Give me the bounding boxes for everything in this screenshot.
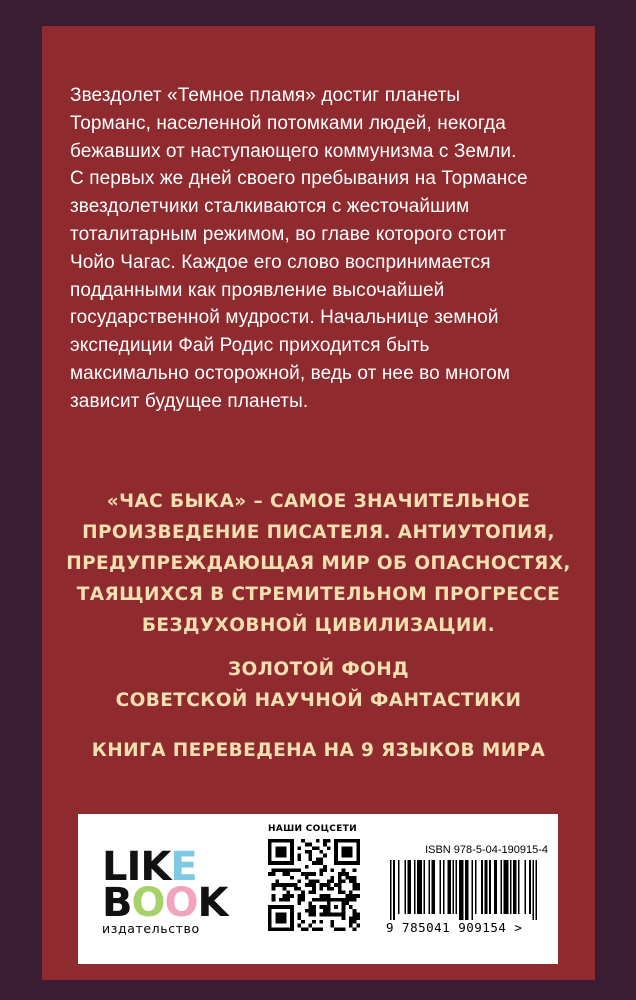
annotation-line: экспедиции Фай Родис приходится быть bbox=[70, 335, 430, 357]
logo-letter: O bbox=[164, 880, 198, 926]
isbn-block bbox=[386, 844, 551, 935]
logo-letter: B bbox=[102, 880, 132, 926]
annotation-line: зависит будущее планеты. bbox=[70, 390, 309, 412]
annotation-line: Чойо Чагас. Каждое его слово воспринимается bbox=[70, 251, 491, 273]
isbn-number: ISBN 978-5-04-190915-4 bbox=[425, 844, 548, 856]
annotation-line: Торманс, населенной потомками людей, некогда bbox=[70, 112, 506, 134]
tagline-line: БЕЗДУХОВНОЙ ЦИВИЛИЗАЦИИ. bbox=[141, 615, 496, 636]
logo-letter: K bbox=[140, 844, 171, 890]
series-name bbox=[42, 654, 595, 716]
annotation-line: Звездолет «Темное пламя» достиг планеты bbox=[70, 85, 461, 106]
translations-note bbox=[42, 735, 595, 766]
translations-line: КНИГА ПЕРЕВЕДЕНА НА 9 ЯЗЫКОВ МИРА bbox=[91, 740, 546, 761]
annotation-line: тоталитарным режимом, во главе которого стоит bbox=[70, 223, 507, 245]
social-block bbox=[268, 824, 368, 935]
tagline-line: ТАЯЩИХСЯ В СТРЕМИТЕЛЬНОМ ПРОГРЕССЕ bbox=[76, 584, 561, 605]
tagline-line: «ЧАС БЫКА» – САМОЕ ЗНАЧИТЕЛЬНОЕ bbox=[106, 491, 531, 512]
annotation-line: максимально осторожной, ведь от нее во многом bbox=[70, 362, 511, 384]
logo-letter: L bbox=[102, 844, 127, 890]
logo-letter: E bbox=[170, 844, 197, 890]
logo-letter: K bbox=[197, 880, 228, 926]
qr-code-icon[interactable] bbox=[268, 839, 360, 931]
tagline-line: ПРОИЗВЕДЕНИЕ ПИСАТЕЛЯ. АНТИУТОПИЯ, bbox=[82, 522, 555, 543]
series-line: ЗОЛОТОЙ ФОНД bbox=[227, 659, 410, 680]
logo-row-book bbox=[102, 880, 242, 926]
annotation-line: государственной мудрости. Начальнице земной bbox=[70, 307, 499, 329]
tagline-line: ПРЕДУПРЕЖДАЮЩАЯ МИР ОБ ОПАСНОСТЯХ, bbox=[66, 553, 571, 574]
book-annotation bbox=[70, 82, 570, 416]
annotation-line: подданными как проявление высочайшей bbox=[70, 279, 445, 301]
annotation-line: звездолетчики сталкиваются с жесточайшим bbox=[70, 196, 470, 218]
logo-letter: O bbox=[131, 880, 165, 926]
series-line: СОВЕТСКОЙ НАУЧНОЙ ФАНТАСТИКИ bbox=[115, 690, 522, 711]
annotation-line: С первых же дней своего пребывания на Тормансе bbox=[70, 168, 528, 190]
back-cover bbox=[42, 26, 595, 980]
barcode-icon bbox=[386, 860, 546, 920]
logo-letter: I bbox=[126, 844, 141, 890]
publisher-info-box bbox=[78, 814, 558, 964]
barcode-digits: 9 785041 909154 > bbox=[386, 920, 523, 935]
social-title: НАШИ СОЦСЕТИ bbox=[268, 824, 357, 834]
annotation-line: бежавших от наступающего коммунизма с Земли. bbox=[70, 140, 517, 162]
logo-subtitle: издательство bbox=[102, 921, 200, 936]
tagline bbox=[42, 486, 595, 641]
publisher-logo bbox=[102, 844, 242, 936]
